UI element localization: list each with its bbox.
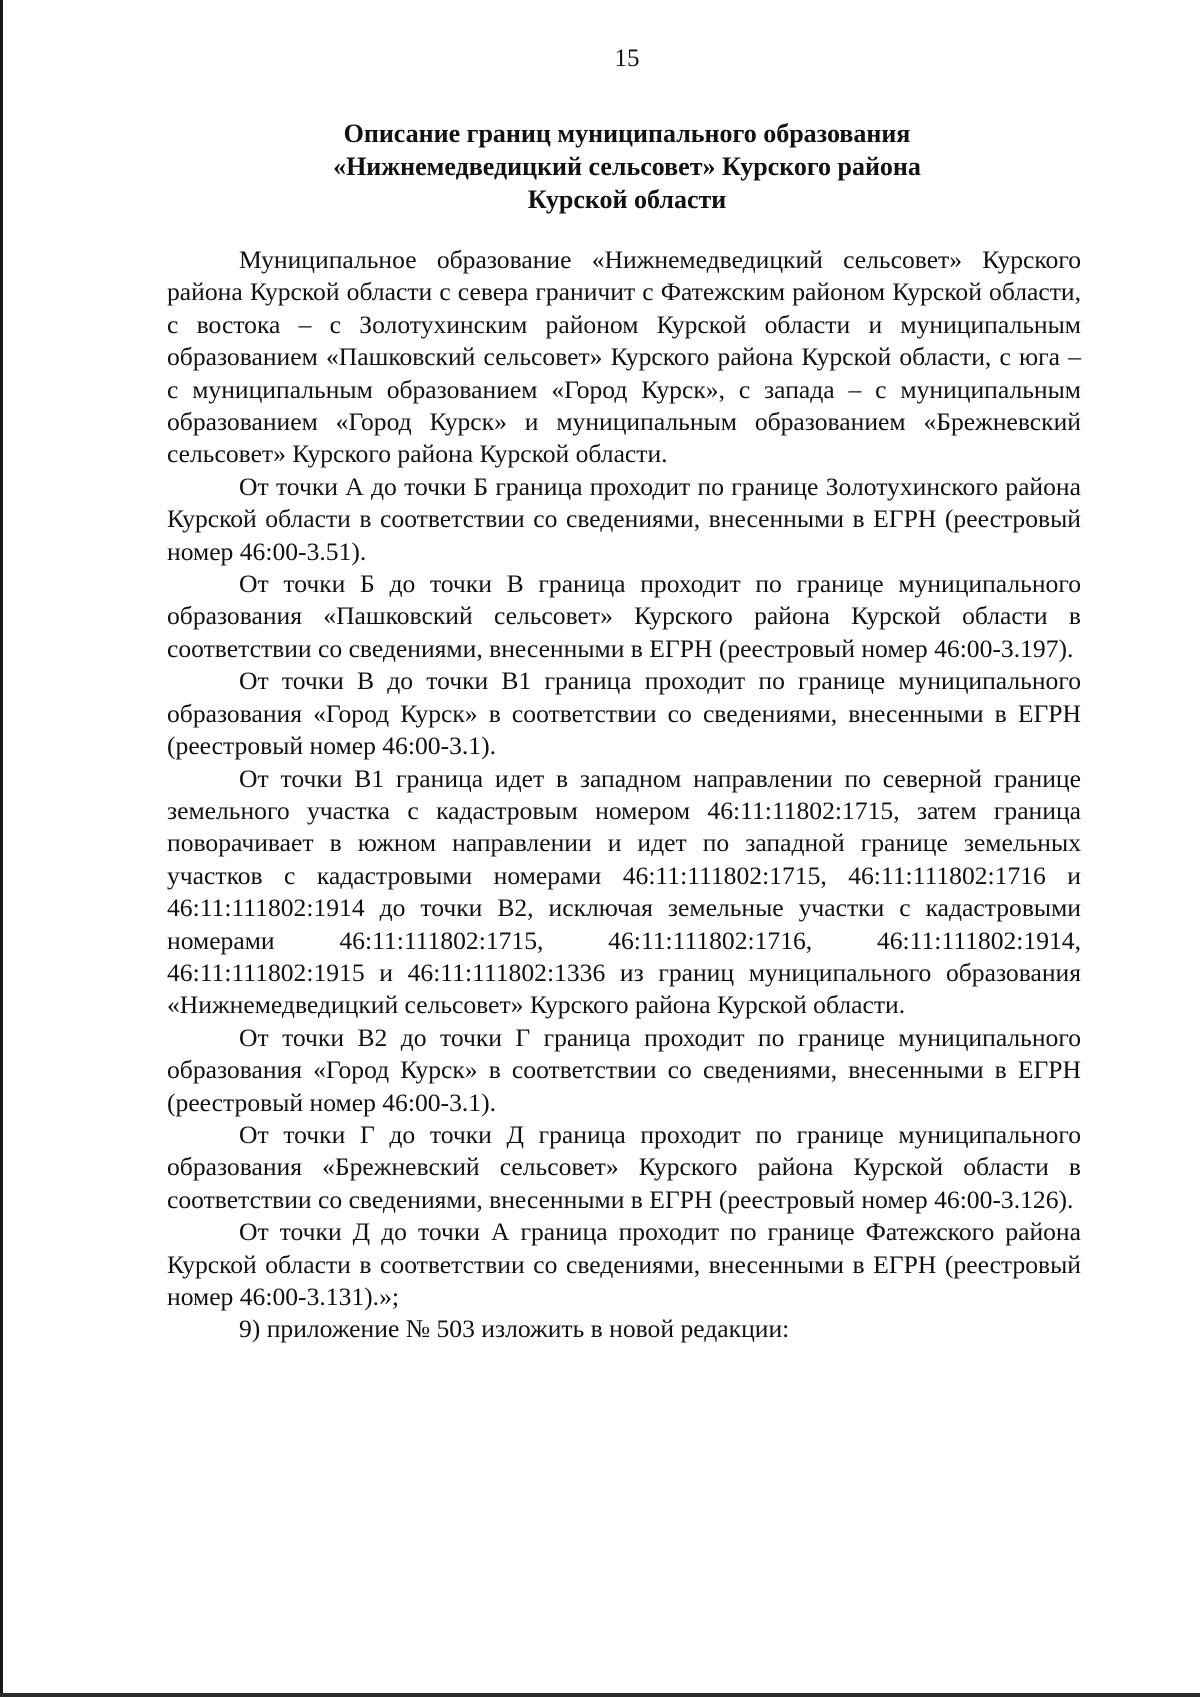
heading-line-3: Курской области — [527, 185, 727, 214]
heading-line-1: Описание границ муниципального образования — [343, 119, 911, 148]
scan-border-bottom — [0, 1693, 1200, 1697]
paragraph-point-g-to-d: От точки Г до точки Д граница проходит по границе муниципального образования «Брежневский сельсовет» Курского района Курской области в соответствии со сведениями, внесенными в ЕГРН (реестровый номер 46:00-3.126). — [167, 1119, 1081, 1214]
paragraph-point-v2-to-g: От точки В2 до точки Г граница проходит по границе муниципального образования «Город Курск» в соответствии со сведениями, внесенными в ЕГРН (реестровый номер 46:00-3.1). — [167, 1022, 1081, 1117]
scan-border-left — [0, 0, 3, 1697]
document-body — [167, 244, 1081, 1346]
page-number: 15 — [614, 45, 640, 72]
paragraph-appendix-503: 9) приложение № 503 изложить в новой редакции: — [239, 1314, 790, 1344]
paragraph-boundaries-overview: Муниципальное образование «Нижнемедведицкий сельсовет» Курского района Курской области с севера граничит с Фатежским районом Курской области, с востока – с Золотухинским районом Курской области и муниципальным образованием «Пашковский сельсовет» Курского района Курской области, с юга – с муниципальным образованием «Город Курск», с запада – с муниципальным образованием «Город Курск» и муниципальным образованием «Брежневский сельсовет» Курского района Курской области. — [167, 245, 1081, 469]
document-heading — [0, 117, 1200, 216]
paragraph-point-v-to-v1: От точки В до точки В1 граница проходит по границе муниципального образования «Город Курск» в соответствии со сведениями, внесенными в ЕГРН (реестровый номер 46:00-3.1). — [167, 666, 1081, 761]
paragraph-point-d-to-a: От точки Д до точки А граница проходит по границе Фатежского района Курской области в соответствии со сведениями, внесенными в ЕГРН (реестровый номер 46:00-3.131).»; — [167, 1217, 1081, 1311]
paragraph-point-v1-to-v2: От точки В1 граница идет в западном направлении по северной границе земельного участка с кадастровым номером 46:11:11802:1715, затем граница поворачивает в южном направлении и идет по западной границе земельных участков с кадастровыми номерами 46:11:111802:1715, 46:11:111802:1716 и 46:11:111802:1914 до точки В2, исключая земельные участки с кадастровыми номерами 46:11:111802:1715, 46:11:111802:1716, 46:11:111802:1914, 46:11:111802:1915 и 46:11:111802:1336 из границ муниципального образования «Нижнемедведицкий сельсовет» Курского района Курской области. — [167, 763, 1081, 1020]
paragraph-point-b-to-v: От точки Б до точки В граница проходит по границе муниципального образования «Пашковский сельсовет» Курского района Курской области в соответствии со сведениями, внесенными в ЕГРН (реестровый номер 46:00-3.197). — [167, 569, 1081, 663]
heading-line-2: «Нижнемедведицкий сельсовет» Курского района — [333, 152, 921, 181]
paragraph-point-a-to-b: От точки А до точки Б граница проходит по границе Золотухинского района Курской области в соответствии со сведениями, внесенными в ЕГРН (реестровый номер 46:00-3.51). — [167, 471, 1081, 566]
